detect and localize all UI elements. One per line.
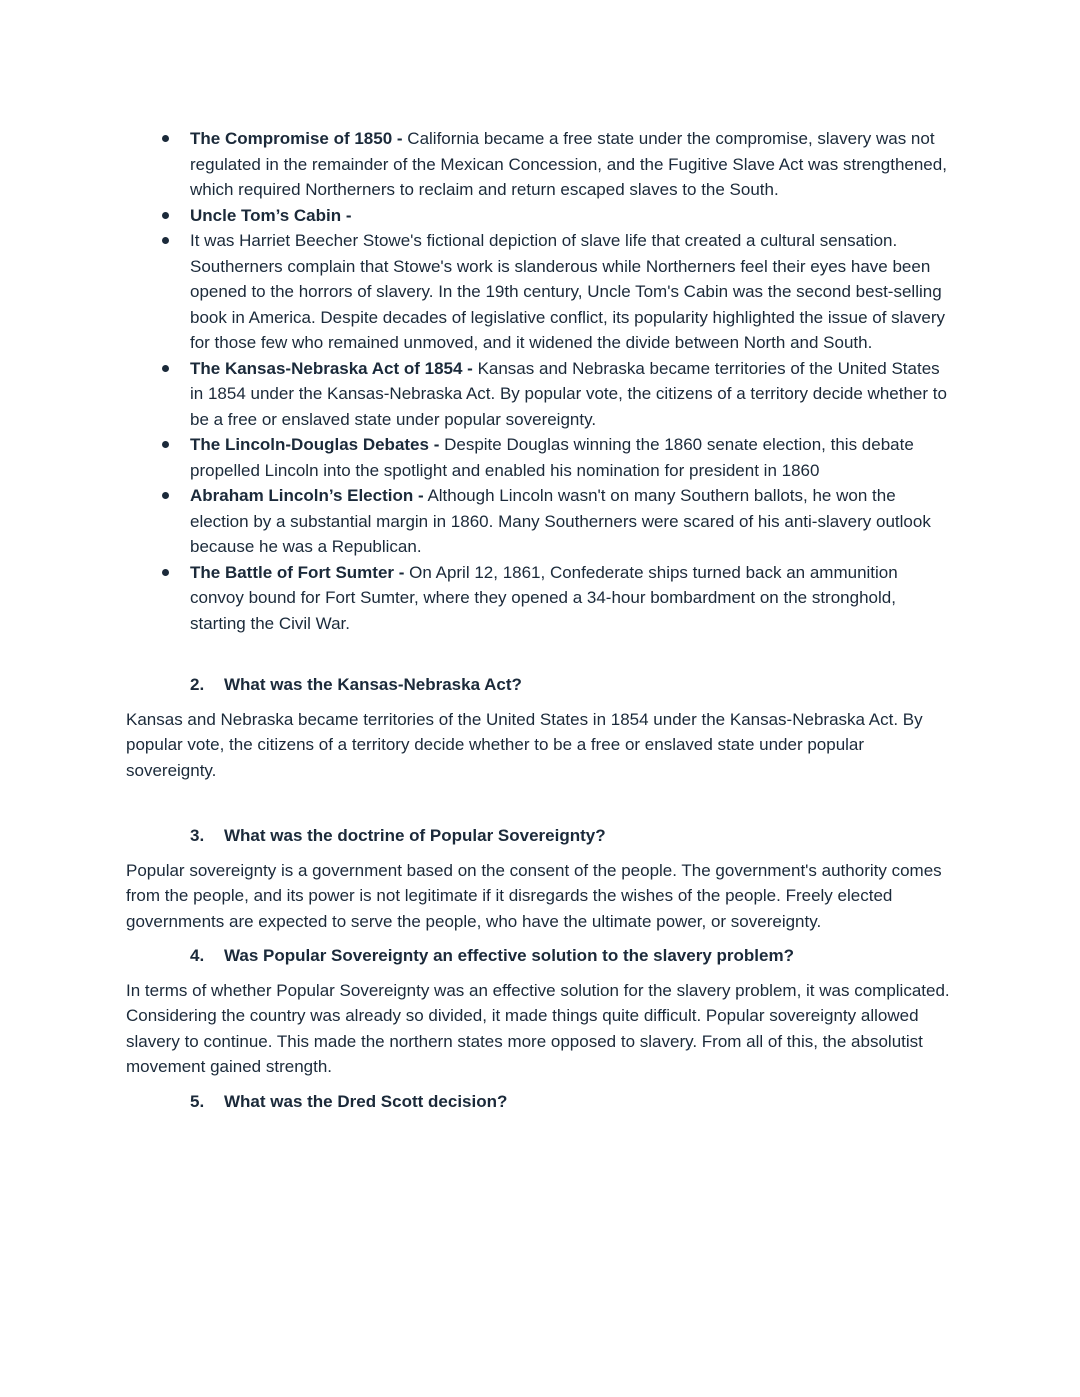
question-3-heading [126, 823, 954, 849]
question-4-heading [126, 943, 954, 969]
question-title: What was the Dred Scott decision? [224, 1091, 508, 1111]
question-title: What was the doctrine of Popular Sovereignty? [224, 826, 606, 845]
bullet-item-compromise-1850 [126, 126, 954, 203]
question-title: Was Popular Sovereignty an effective solution to the slavery problem? [224, 946, 794, 965]
bullet-term: Abraham Lincoln’s Election - [190, 486, 424, 505]
question-number: 5. [190, 1091, 205, 1111]
question-number: 4. [190, 946, 205, 965]
bullet-term: The Kansas-Nebraska Act of 1854 - [190, 358, 473, 378]
bullet-text: California became a free state under the compromise, slavery was not regulated in the remainder of the Mexican Concession, and the Fugitive Slave Act was strengthened, which required Northerners to reclaim and return escaped slaves to the South. [190, 129, 947, 199]
bullet-term: Uncle Tom’s Cabin - [190, 205, 352, 225]
bullet-item-uncle-toms-cabin [126, 203, 954, 229]
question-2-answer: Kansas and Nebraska became territories of the United States in 1854 under the Kansas-Nebraska Act. By popular vote, the citizens of a territory decide whether to be a free or enslaved state under popular sovereignty. [126, 709, 923, 780]
bullet-list [126, 126, 954, 636]
bullet-text: On April 12, 1861, Confederate ships turned back an ammunition convoy bound for Fort Sumter, where they opened a 34-hour bombardment on the stronghold, starting the Civil War. [190, 562, 898, 633]
bullet-item-fort-sumter [126, 560, 954, 637]
bullet-text: Kansas and Nebraska became territories of the United States in 1854 under the Kansas-Nebraska Act. By popular vote, the citizens of a territory decide whether to be a free or enslaved state under popular sovereignty. [190, 358, 947, 429]
question-3-answer: Popular sovereignty is a government based on the consent of the people. The government's authority comes from the people, and its power is not legitimate if it disregards the wishes of the people. Freely elected governments are expected to serve the people, who have the ultimate power, or sovereignty. [126, 860, 942, 931]
question-number: 3. [190, 826, 205, 845]
bullet-text: It was Harriet Beecher Stowe's fictional depiction of slave life that created a cultural sensation. Southerners complain that Stowe's work is slanderous while Northerners feel their eyes have been opened to the horrors of slavery. In the 19th century, Uncle Tom's Cabin was the second best-selling book in America. Despite decades of legislative conflict, its popularity highlighted the issue of slavery for those few who remained unmoved, and it widened the divide between North and South. [190, 231, 946, 352]
question-2-heading [126, 672, 954, 698]
bullet-item-kansas-nebraska-act [126, 356, 954, 433]
bullet-term: The Lincoln-Douglas Debates - [190, 435, 440, 454]
question-5-heading [126, 1089, 954, 1115]
bullet-item-lincoln-douglas-debates [126, 432, 954, 483]
bullet-text: Although Lincoln wasn't on many Southern ballots, he won the election by a substantial margin in 1860. Many Southerners were scared of his anti-slavery outlook because he was a Republican. [190, 486, 931, 556]
bullet-item-uncle-toms-cabin-description [126, 228, 954, 356]
question-4-answer: In terms of whether Popular Sovereignty was an effective solution for the slavery problem, it was complicated. Considering the country was already so divided, it made things quite difficult. Popular sovereignty allowed slavery to continue. This made the northern states more opposed to slavery. From all of this, the absolutist movement gained strength. [126, 980, 950, 1076]
question-number: 2. [190, 675, 205, 694]
bullet-term: The Compromise of 1850 - [190, 129, 403, 148]
bullet-term: The Battle of Fort Sumter - [190, 562, 405, 582]
question-title: What was the Kansas-Nebraska Act? [224, 675, 522, 694]
bullet-item-lincolns-election [126, 483, 954, 560]
bullet-text: Despite Douglas winning the 1860 senate election, this debate propelled Lincoln into the spotlight and enabled his nomination for president in 1860 [190, 435, 914, 480]
